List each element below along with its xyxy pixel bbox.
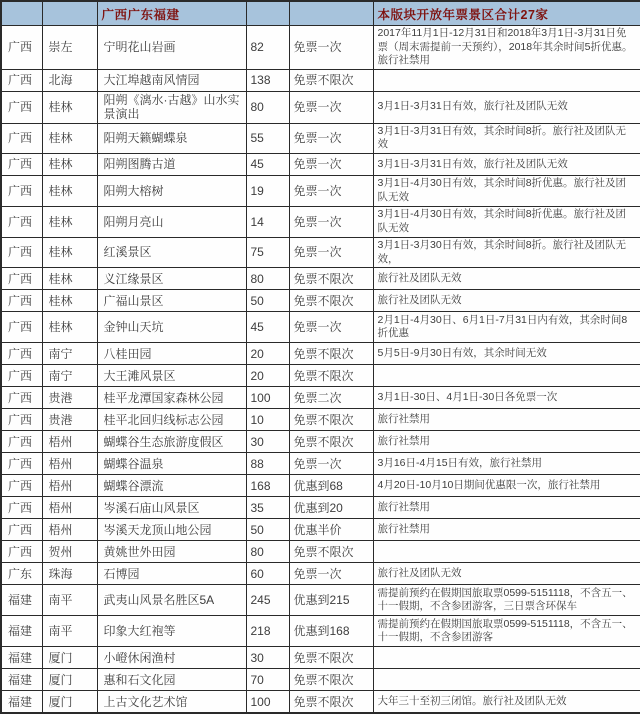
note-cell: 旅行社禁用: [373, 431, 640, 453]
note-cell: 旅行社及团队无效: [373, 290, 640, 312]
price-cell: 82: [246, 26, 289, 70]
note-cell: 旅行社禁用: [373, 409, 640, 431]
city-cell: 贵港: [42, 387, 97, 409]
table-row: [1, 387, 640, 409]
price-cell: 10: [246, 409, 289, 431]
policy-cell: 免票一次: [289, 312, 373, 343]
price-cell: 30: [246, 431, 289, 453]
table-row: [1, 691, 640, 714]
policy-cell: 免票不限次: [289, 669, 373, 691]
policy-cell: 免票不限次: [289, 541, 373, 563]
note-cell: 3月1日-4月30日有效，其余时间8折优惠。旅行社及团队无效: [373, 206, 640, 237]
policy-cell: 免票不限次: [289, 431, 373, 453]
city-cell: 贵港: [42, 409, 97, 431]
city-cell: 桂林: [42, 153, 97, 175]
city-cell: 梧州: [42, 431, 97, 453]
policy-cell: 优惠半价: [289, 519, 373, 541]
city-cell: 南平: [42, 585, 97, 616]
note-cell: 4月20日-10月10日期间优惠限一次，旅行社禁用: [373, 475, 640, 497]
table-row: [1, 312, 640, 343]
attraction-name-cell: 印象大红袍等: [97, 616, 246, 647]
province-cell: 福建: [1, 691, 42, 714]
price-cell: 138: [246, 69, 289, 91]
note-cell: 3月16日-4月15日有效，旅行社禁用: [373, 453, 640, 475]
table-row: [1, 91, 640, 123]
attraction-name-cell: 上古文化艺术馆: [97, 691, 246, 714]
price-cell: 245: [246, 585, 289, 616]
city-cell: 桂林: [42, 237, 97, 267]
note-cell: 旅行社禁用: [373, 497, 640, 519]
price-cell: 20: [246, 343, 289, 365]
attraction-name-cell: 桂平北回归线标志公园: [97, 409, 246, 431]
price-cell: 75: [246, 237, 289, 267]
table-row: [1, 153, 640, 175]
policy-cell: 免票一次: [289, 153, 373, 175]
policy-cell: 免票一次: [289, 237, 373, 267]
attraction-name-cell: 岑溪石庙山风景区: [97, 497, 246, 519]
policy-cell: 免票一次: [289, 206, 373, 237]
table-row: [1, 616, 640, 647]
attraction-name-cell: 八桂田园: [97, 343, 246, 365]
note-cell: 3月1日-3月31日有效，旅行社及团队无效: [373, 153, 640, 175]
province-cell: 广西: [1, 123, 42, 153]
table-row: [1, 431, 640, 453]
note-cell: 旅行社及团队无效: [373, 268, 640, 290]
note-cell: 3月1日-3月30日有效，其余时间8折。旅行社及团队无效，: [373, 237, 640, 267]
price-cell: 45: [246, 153, 289, 175]
table-row: [1, 206, 640, 237]
attraction-name-cell: 蝴蝶谷漂流: [97, 475, 246, 497]
table-row: [1, 409, 640, 431]
price-cell: 45: [246, 312, 289, 343]
note-cell: 5月5日-9月30日有效，其余时间无效: [373, 343, 640, 365]
note-cell: 需提前预约在假期国旅取票0599-5151118，不含五一、十一假期，不含参团游客: [373, 616, 640, 647]
city-cell: 厦门: [42, 647, 97, 669]
policy-cell: 免票不限次: [289, 343, 373, 365]
price-cell: 70: [246, 669, 289, 691]
attraction-name-cell: 广福山景区: [97, 290, 246, 312]
table-row: [1, 453, 640, 475]
city-cell: 北海: [42, 69, 97, 91]
policy-cell: 免票一次: [289, 175, 373, 206]
table-row: [1, 175, 640, 206]
province-cell: 广西: [1, 497, 42, 519]
header-summary-title: 本版块开放年票景区合计27家: [373, 1, 640, 26]
price-cell: 88: [246, 453, 289, 475]
table-row: [1, 268, 640, 290]
city-cell: 梧州: [42, 453, 97, 475]
city-cell: 梧州: [42, 475, 97, 497]
province-cell: 广西: [1, 409, 42, 431]
attraction-name-cell: 阳朔《漓水·古越》山水实景演出: [97, 91, 246, 123]
note-cell: 需提前预约在假期国旅取票0599-5151118，不含五一、十一假期，不含参团游客，三日票含环保车: [373, 585, 640, 616]
city-cell: 厦门: [42, 669, 97, 691]
province-cell: 福建: [1, 616, 42, 647]
attraction-name-cell: 桂平龙潭国家森林公园: [97, 387, 246, 409]
price-cell: 218: [246, 616, 289, 647]
table-row: [1, 475, 640, 497]
policy-cell: 优惠到168: [289, 616, 373, 647]
header-price-cell: [246, 1, 289, 26]
note-cell: 3月1日-4月30日有效，其余时间8折优惠。旅行社及团队无效: [373, 175, 640, 206]
note-cell: 2月1日-4月30日、6月1日-7月31日内有效，其余时间8折优惠: [373, 312, 640, 343]
province-cell: 广西: [1, 206, 42, 237]
note-cell: 大年三十至初三闭馆。旅行社及团队无效: [373, 691, 640, 714]
note-cell: 3月1日-3月31日有效，其余时间8折。旅行社及团队无效: [373, 123, 640, 153]
province-cell: 广西: [1, 519, 42, 541]
table-row: [1, 563, 640, 585]
city-cell: 桂林: [42, 290, 97, 312]
province-cell: 福建: [1, 647, 42, 669]
policy-cell: 免票一次: [289, 563, 373, 585]
table-row: [1, 519, 640, 541]
table-row: [1, 123, 640, 153]
policy-cell: 优惠到20: [289, 497, 373, 519]
table-row: [1, 647, 640, 669]
city-cell: 桂林: [42, 175, 97, 206]
policy-cell: 免票一次: [289, 26, 373, 70]
policy-cell: 免票一次: [289, 123, 373, 153]
table-row: [1, 343, 640, 365]
policy-cell: 免票不限次: [289, 409, 373, 431]
city-cell: 桂林: [42, 91, 97, 123]
province-cell: 广西: [1, 431, 42, 453]
price-cell: 35: [246, 497, 289, 519]
price-cell: 50: [246, 519, 289, 541]
price-cell: 100: [246, 387, 289, 409]
note-cell: 3月1日-3月31日有效，旅行社及团队无效: [373, 91, 640, 123]
attraction-name-cell: 阳朔图腾古道: [97, 153, 246, 175]
province-cell: 广西: [1, 312, 42, 343]
province-cell: 广西: [1, 387, 42, 409]
policy-cell: 免票不限次: [289, 268, 373, 290]
price-cell: 14: [246, 206, 289, 237]
policy-cell: 免票不限次: [289, 691, 373, 714]
policy-cell: 免票不限次: [289, 290, 373, 312]
province-cell: 广西: [1, 343, 42, 365]
attraction-name-cell: 红溪景区: [97, 237, 246, 267]
attraction-name-cell: 武夷山风景名胜区5A: [97, 585, 246, 616]
table-row: [1, 497, 640, 519]
table-body: [1, 26, 640, 714]
note-cell: [373, 69, 640, 91]
table-row: [1, 669, 640, 691]
note-cell: [373, 365, 640, 387]
city-cell: 南平: [42, 616, 97, 647]
price-cell: 100: [246, 691, 289, 714]
note-cell: [373, 669, 640, 691]
attraction-name-cell: 蝴蝶谷温泉: [97, 453, 246, 475]
price-cell: 168: [246, 475, 289, 497]
city-cell: 梧州: [42, 497, 97, 519]
province-cell: 广西: [1, 268, 42, 290]
province-cell: 广西: [1, 365, 42, 387]
policy-cell: 免票不限次: [289, 69, 373, 91]
attraction-name-cell: 宁明花山岩画: [97, 26, 246, 70]
attraction-name-cell: 大王滩风景区: [97, 365, 246, 387]
header-row: [1, 1, 640, 26]
price-cell: 50: [246, 290, 289, 312]
city-cell: 贺州: [42, 541, 97, 563]
policy-cell: 免票不限次: [289, 647, 373, 669]
table-row: [1, 26, 640, 70]
policy-cell: 优惠到215: [289, 585, 373, 616]
province-cell: 广东: [1, 563, 42, 585]
note-cell: [373, 647, 640, 669]
province-cell: 福建: [1, 585, 42, 616]
attraction-name-cell: 阳朔月亮山: [97, 206, 246, 237]
city-cell: 桂林: [42, 206, 97, 237]
attraction-name-cell: 大江埠越南风情园: [97, 69, 246, 91]
province-cell: 广西: [1, 453, 42, 475]
province-cell: 广西: [1, 290, 42, 312]
policy-cell: 免票一次: [289, 91, 373, 123]
price-cell: 80: [246, 91, 289, 123]
attraction-name-cell: 义江缘景区: [97, 268, 246, 290]
note-cell: 3月1日-30日、4月1日-30日各免票一次: [373, 387, 640, 409]
city-cell: 崇左: [42, 26, 97, 70]
city-cell: 厦门: [42, 691, 97, 714]
attraction-name-cell: 黄姚世外田园: [97, 541, 246, 563]
header-city-cell: [42, 1, 97, 26]
province-cell: 广西: [1, 153, 42, 175]
table-row: [1, 290, 640, 312]
table-row: [1, 365, 640, 387]
province-cell: 广西: [1, 541, 42, 563]
attraction-name-cell: 金钟山天坑: [97, 312, 246, 343]
header-region-title: 广西广东福建: [97, 1, 246, 26]
city-cell: 桂林: [42, 312, 97, 343]
city-cell: 梧州: [42, 519, 97, 541]
price-cell: 19: [246, 175, 289, 206]
city-cell: 桂林: [42, 268, 97, 290]
attraction-name-cell: 阳朔天籁蝴蝶泉: [97, 123, 246, 153]
price-cell: 60: [246, 563, 289, 585]
price-cell: 80: [246, 541, 289, 563]
city-cell: 桂林: [42, 123, 97, 153]
province-cell: 广西: [1, 91, 42, 123]
price-cell: 30: [246, 647, 289, 669]
policy-cell: 免票二次: [289, 387, 373, 409]
header-province-cell: [1, 1, 42, 26]
province-cell: 广西: [1, 175, 42, 206]
note-cell: 2017年11月1日-12月31日和2018年3月1日-3月31日免票（周末需提前一天预约），2018年其余时间5折优惠。旅行社禁用: [373, 26, 640, 70]
price-cell: 20: [246, 365, 289, 387]
table-row: [1, 69, 640, 91]
province-cell: 广西: [1, 26, 42, 70]
note-cell: 旅行社禁用: [373, 519, 640, 541]
attraction-name-cell: 蝴蝶谷生态旅游度假区: [97, 431, 246, 453]
province-cell: 广西: [1, 475, 42, 497]
attraction-name-cell: 小嶝休闲渔村: [97, 647, 246, 669]
table-row: [1, 585, 640, 616]
city-cell: 珠海: [42, 563, 97, 585]
price-cell: 55: [246, 123, 289, 153]
note-cell: [373, 541, 640, 563]
province-cell: 广西: [1, 237, 42, 267]
province-cell: 福建: [1, 669, 42, 691]
attraction-name-cell: 石博园: [97, 563, 246, 585]
header-policy-cell: [289, 1, 373, 26]
note-cell: 旅行社及团队无效: [373, 563, 640, 585]
policy-cell: 免票一次: [289, 453, 373, 475]
attraction-name-cell: 岑溪天龙顶山地公园: [97, 519, 246, 541]
table-row: [1, 541, 640, 563]
attraction-name-cell: 阳朔大榕树: [97, 175, 246, 206]
policy-cell: 优惠到68: [289, 475, 373, 497]
policy-cell: 免票不限次: [289, 365, 373, 387]
city-cell: 南宁: [42, 365, 97, 387]
province-cell: 广西: [1, 69, 42, 91]
attraction-name-cell: 惠和石文化园: [97, 669, 246, 691]
table-row: [1, 237, 640, 267]
city-cell: 南宁: [42, 343, 97, 365]
price-cell: 80: [246, 268, 289, 290]
